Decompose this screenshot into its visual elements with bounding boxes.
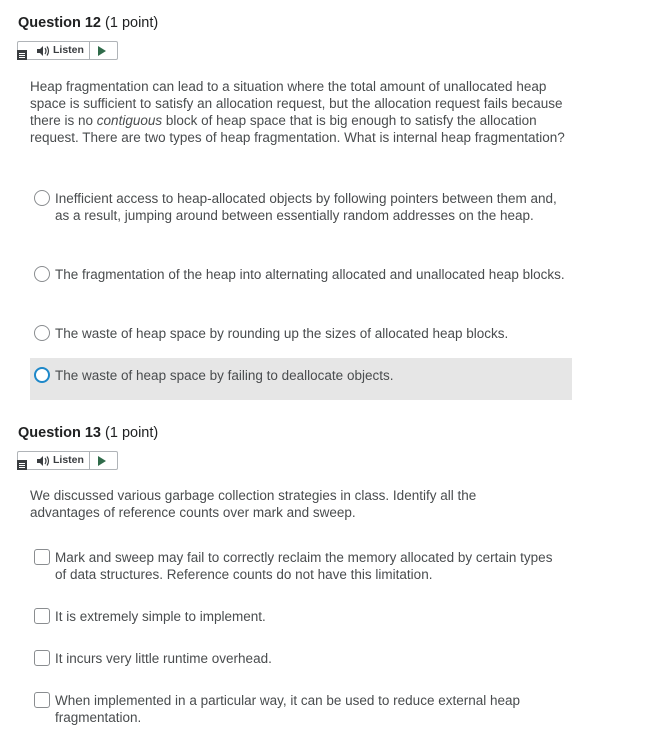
option-label: Inefficient access to heap-allocated objects by following pointers between them and, as a result, jumping around between essentially random addresses on the heap.	[55, 191, 557, 223]
question-13-stem	[30, 487, 530, 521]
play-icon[interactable]	[98, 46, 106, 56]
q12-option-3[interactable]	[30, 325, 572, 345]
listen-divider	[89, 452, 90, 469]
speaker-icon	[37, 46, 50, 56]
radio-button[interactable]	[34, 266, 50, 282]
radio-button[interactable]	[34, 190, 50, 206]
radio-button[interactable]	[34, 367, 50, 383]
question-13-title	[18, 425, 158, 441]
menu-icon[interactable]	[17, 460, 27, 470]
q13-option-4[interactable]	[30, 692, 572, 728]
stem-text: block of heap space that is big enough to satisfy the allocation request. There are two types of heap fragmentation. What is internal heap fragmentation?	[30, 113, 565, 145]
option-label: It incurs very little runtime overhead.	[55, 651, 272, 666]
option-label: The waste of heap space by failing to deallocate objects.	[55, 368, 394, 383]
q12-option-2[interactable]	[30, 266, 572, 302]
checkbox[interactable]	[34, 549, 50, 565]
question-12-listen-button[interactable]	[17, 41, 118, 60]
q12-option-1[interactable]	[30, 190, 572, 242]
q13-option-3[interactable]	[30, 650, 572, 670]
q12-option-4[interactable]	[30, 358, 572, 400]
q13-option-2[interactable]	[30, 608, 572, 628]
question-12-points: (1 point)	[105, 15, 159, 31]
option-label: It is extremely simple to implement.	[55, 609, 266, 624]
question-13-listen-button[interactable]	[17, 451, 118, 470]
question-13-number: Question 13	[18, 425, 101, 441]
option-label: The fragmentation of the heap into alternating allocated and unallocated heap blocks.	[55, 267, 565, 282]
question-12-title	[18, 15, 158, 31]
option-label: When implemented in a particular way, it can be used to reduce external heap fragmentation.	[55, 693, 521, 725]
stem-text: Heap fragmentation can lead to a situation where the total amount of unallocated heap space is sufficient to satisfy an allocation request, but the allocation request fails because there is no	[30, 79, 563, 128]
q13-option-1[interactable]	[30, 549, 572, 585]
checkbox[interactable]	[34, 692, 50, 708]
radio-button[interactable]	[34, 325, 50, 341]
listen-divider	[89, 42, 90, 59]
menu-icon[interactable]	[17, 50, 27, 60]
speaker-icon	[37, 456, 50, 466]
listen-label: Listen	[53, 44, 84, 56]
question-12-stem	[30, 78, 575, 146]
question-13-points: (1 point)	[105, 425, 159, 441]
listen-label: Listen	[53, 454, 84, 466]
option-label: Mark and sweep may fail to correctly reclaim the memory allocated by certain types of data structures. Reference counts do not have this limitation.	[55, 550, 553, 582]
checkbox[interactable]	[34, 608, 50, 624]
option-label: The waste of heap space by rounding up the sizes of allocated heap blocks.	[55, 326, 509, 341]
stem-emphasis: contiguous	[96, 113, 163, 128]
stem-text: We discussed various garbage collection strategies in class. Identify all the advantages of reference counts over mark and sweep.	[30, 488, 477, 520]
checkbox[interactable]	[34, 650, 50, 666]
play-icon[interactable]	[98, 456, 106, 466]
question-12-number: Question 12	[18, 15, 101, 31]
